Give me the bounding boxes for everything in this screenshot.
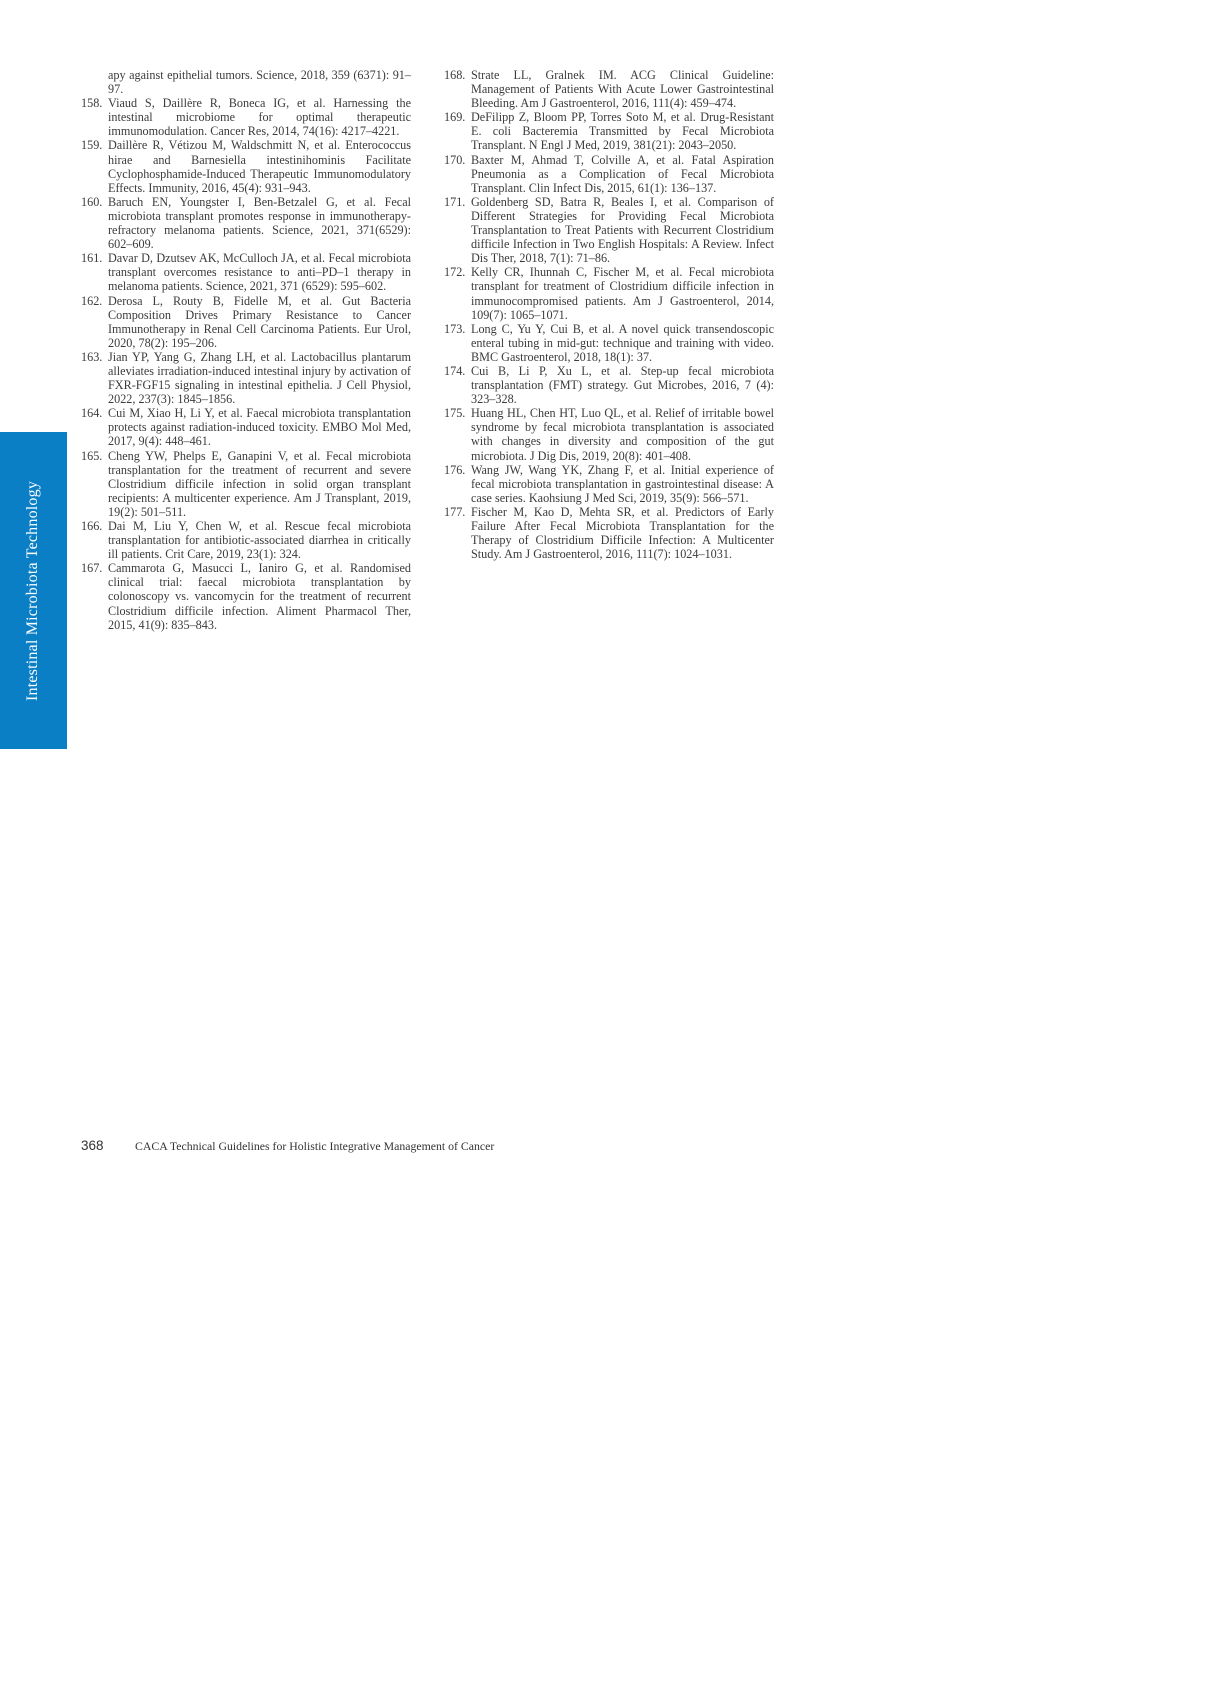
references-left-column: [81, 68, 411, 632]
reference-item: 168. Strate LL, Gralnek IM. ACG Clinical Guideline: Management of Patients With Acute Lower Gastrointestinal Bleeding. Am J Gastroenterol, 2016, 111(4): 459–474.: [444, 68, 774, 111]
reference-item: 171. Goldenberg SD, Batra R, Beales I, et al. Comparison of Different Strategies for Providing Fecal Microbiota Transplantation to Treat Patients with Recurrent Clostridium difficile Infection in Two English Hospitals: A Review. Infect Dis Ther, 2018, 7(1): 71–86.: [444, 194, 774, 266]
reference-item: 172. Kelly CR, Ihunnah C, Fischer M, et al. Fecal microbiota transplant for treatment of Clostridium difficile infection in immunocompromised patients. Am J Gastroenterol, 2014, 109(7): 1065–1071.: [444, 265, 774, 322]
reference-item: 158. Viaud S, Daillère R, Boneca IG, et al. Harnessing the intestinal microbiome for optimal therapeutic immunomodulation. Cancer Res, 2014, 74(16): 4217–4221.: [81, 96, 411, 139]
reference-item: 170. Baxter M, Ahmad T, Colville A, et al. Fatal Aspiration Pneumonia as a Complication of Fecal Microbiota Transplant. Clin Infect Dis, 2015, 61(1): 136–137.: [444, 152, 774, 195]
reference-item: 165. Cheng YW, Phelps E, Ganapini V, et al. Fecal microbiota transplantation for the treatment of recurrent and severe Clostridium difficile infection in solid organ transplant recipients: A multicenter experience. Am J Transplant, 2019, 19(2): 501–511.: [81, 448, 411, 519]
reference-item: 175. Huang HL, Chen HT, Luo QL, et al. Relief of irritable bowel syndrome by fecal microbiota transplantation is associated with changes in diversity and composition of the gut microbiota. J Dig Dis, 2019, 20(8): 401–408.: [444, 406, 774, 463]
reference-item: 176. Wang JW, Wang YK, Zhang F, et al. Initial experience of fecal microbiota transplantation in gastrointestinal disease: A case series. Kaohsiung J Med Sci, 2019, 35(9): 566–571.: [444, 462, 774, 505]
reference-item: 174. Cui B, Li P, Xu L, et al. Step-up fecal microbiota transplantation (FMT) strategy. Gut Microbes, 2016, 7 (4): 323–328.: [444, 363, 774, 407]
reference-item: 159. Daillère R, Vétizou M, Waldschmitt N, et al. Enterococcus hirae and Barnesiella intestinihominis Facilitate Cyclophosphamide-Induced Therapeutic Immunomodulatory Effects. Immunity, 2016, 45(4): 931–943.: [81, 138, 411, 195]
reference-item: 177. Fischer M, Kao D, Mehta SR, et al. Predictors of Early Failure After Fecal Microbiota Transplantation for the Therapy of Clostridium Difficile Infection: A Multicenter Study. Am J Gastroenterol, 2016, 111(7): 1024–1031.: [444, 504, 774, 562]
page-number: 368: [81, 1138, 104, 1153]
reference-item: 162. Derosa L, Routy B, Fidelle M, et al. Gut Bacteria Composition Drives Primary Resistance to Cancer Immunotherapy in Renal Cell Carcinoma Patients. Eur Urol, 2020, 78(2): 195–206.: [81, 293, 411, 350]
reference-item: 160. Baruch EN, Youngster I, Ben-Betzalel G, et al. Fecal microbiota transplant promotes response in immunotherapy-refractory melanoma patients. Science, 2021, 371(6529): 602–609.: [81, 194, 411, 252]
side-section-tab: [0, 432, 67, 749]
reference-item: 161. Davar D, Dzutsev AK, McCulloch JA, et al. Fecal microbiota transplant overcomes resistance to anti–PD–1 therapy in melanoma patients. Science, 2021, 371 (6529): 595–602.: [81, 251, 411, 294]
reference-item: 163. Jian YP, Yang G, Zhang LH, et al. Lactobacillus plantarum alleviates irradiation-induced intestinal injury by activation of FXR-FGF15 signaling in intestinal epithelia. J Cell Physiol, 2022, 237(3): 1845–1856.: [81, 349, 411, 407]
reference-item: 169. DeFilipp Z, Bloom PP, Torres Soto M, et al. Drug-Resistant E. coli Bacteremia Transmitted by Fecal Microbiota Transplant. N Engl J Med, 2019, 381(21): 2043–2050.: [444, 110, 774, 153]
page-footer: [81, 1138, 494, 1154]
reference-item: 173. Long C, Yu Y, Cui B, et al. A novel quick transendoscopic enteral tubing in mid-gut: technique and training with video. BMC Gastroenterol, 2018, 18(1): 37.: [444, 321, 774, 364]
references-right-column: [444, 68, 774, 561]
reference-item: 166. Dai M, Liu Y, Chen W, et al. Rescue fecal microbiota transplantation for antibiotic-associated diarrhea in critically ill patients. Crit Care, 2019, 23(1): 324.: [81, 519, 411, 562]
side-section-title: Intestinal Microbiota Technology: [24, 480, 42, 701]
reference-item: 167. Cammarota G, Masucci L, Ianiro G, et al. Randomised clinical trial: faecal microbiota transplantation by colonoscopy vs. vancomycin for the treatment of recurrent Clostridium difficile infection. Aliment Pharmacol Ther, 2015, 41(9): 835–843.: [81, 561, 411, 632]
running-title: CACA Technical Guidelines for Holistic Integrative Management of Cancer: [135, 1139, 495, 1153]
reference-item: 164. Cui M, Xiao H, Li Y, et al. Faecal microbiota transplantation protects against radiation-induced toxicity. EMBO Mol Med, 2017, 9(4): 448–461.: [81, 406, 411, 449]
reference-item: apy against epithelial tumors. Science, 2018, 359 (6371): 91–97.: [108, 68, 411, 97]
